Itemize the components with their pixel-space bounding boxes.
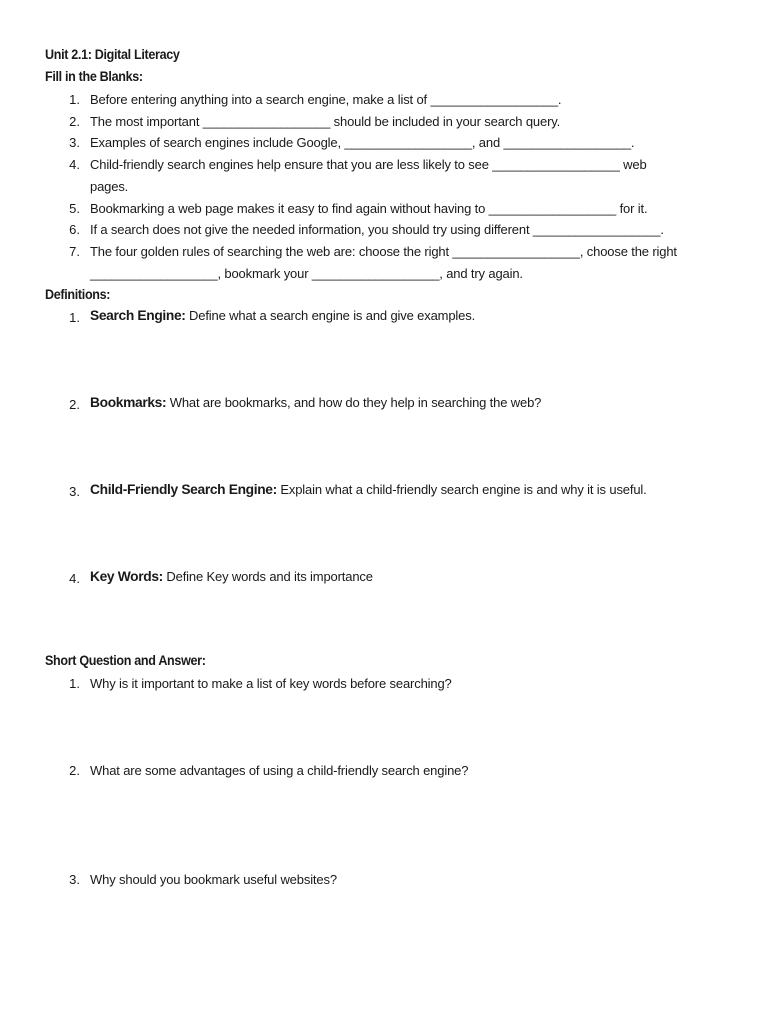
definition-prompt: Define what a search engine is and give examples.	[185, 308, 476, 323]
definition-term: Search Engine:	[90, 308, 186, 323]
fill-blank-text: Examples of search engines include Google, __________________, and __________________.	[90, 135, 635, 150]
definition-term: Child-Friendly Search Engine:	[90, 482, 277, 497]
definition-term: Key Words:	[90, 569, 163, 584]
fill-blank-text: Bookmarking a web page makes it easy to find again without having to __________________ for it.	[90, 201, 648, 216]
fill-blank-text: Child-friendly search engines help ensure that you are less likely to see __________________ web	[90, 157, 647, 172]
definition-prompt: What are bookmarks, and how do they help in searching the web?	[166, 395, 542, 410]
fill-blank-text-continued: __________________, bookmark your __________________, and try again.	[90, 266, 523, 281]
question-number: 3.	[69, 872, 80, 887]
fill-blank-number: 1.	[69, 92, 80, 107]
definition-item	[90, 395, 541, 410]
definition-item	[90, 308, 475, 323]
fill-blank-number: 6.	[69, 222, 80, 237]
definition-term: Bookmarks:	[90, 395, 167, 410]
definition-prompt: Explain what a child-friendly search engine is and why it is useful.	[276, 482, 647, 497]
definition-number: 3.	[69, 484, 80, 499]
fill-in-blanks-heading: Fill in the Blanks:	[45, 69, 143, 84]
fill-blank-number: 5.	[69, 201, 80, 216]
definition-item	[90, 482, 647, 497]
question-number: 1.	[69, 676, 80, 691]
question-text: Why should you bookmark useful websites?	[90, 872, 337, 887]
short-qa-heading: Short Question and Answer:	[45, 653, 206, 668]
fill-blank-number: 4.	[69, 157, 80, 172]
page-title: Unit 2.1: Digital Literacy	[45, 47, 180, 62]
fill-blank-number: 2.	[69, 114, 80, 129]
definition-item	[90, 569, 373, 584]
question-number: 2.	[69, 763, 80, 778]
fill-blank-text: The four golden rules of searching the web are: choose the right __________________, choose the right	[90, 244, 677, 259]
question-text: What are some advantages of using a child-friendly search engine?	[90, 763, 469, 778]
fill-blank-text-continued: pages.	[90, 179, 129, 194]
fill-blank-number: 7.	[69, 244, 80, 259]
fill-blank-number: 3.	[69, 135, 80, 150]
fill-blank-text: The most important __________________ should be included in your search query.	[90, 114, 561, 129]
definition-number: 2.	[69, 397, 80, 412]
definitions-heading: Definitions:	[45, 287, 111, 302]
fill-blank-text: Before entering anything into a search engine, make a list of __________________.	[90, 92, 562, 107]
definition-number: 1.	[69, 310, 80, 325]
definition-prompt: Define Key words and its importance	[162, 569, 373, 584]
fill-blank-text: If a search does not give the needed information, you should try using different __________________.	[90, 222, 664, 237]
definition-number: 4.	[69, 571, 80, 586]
question-text: Why is it important to make a list of key words before searching?	[90, 676, 452, 691]
